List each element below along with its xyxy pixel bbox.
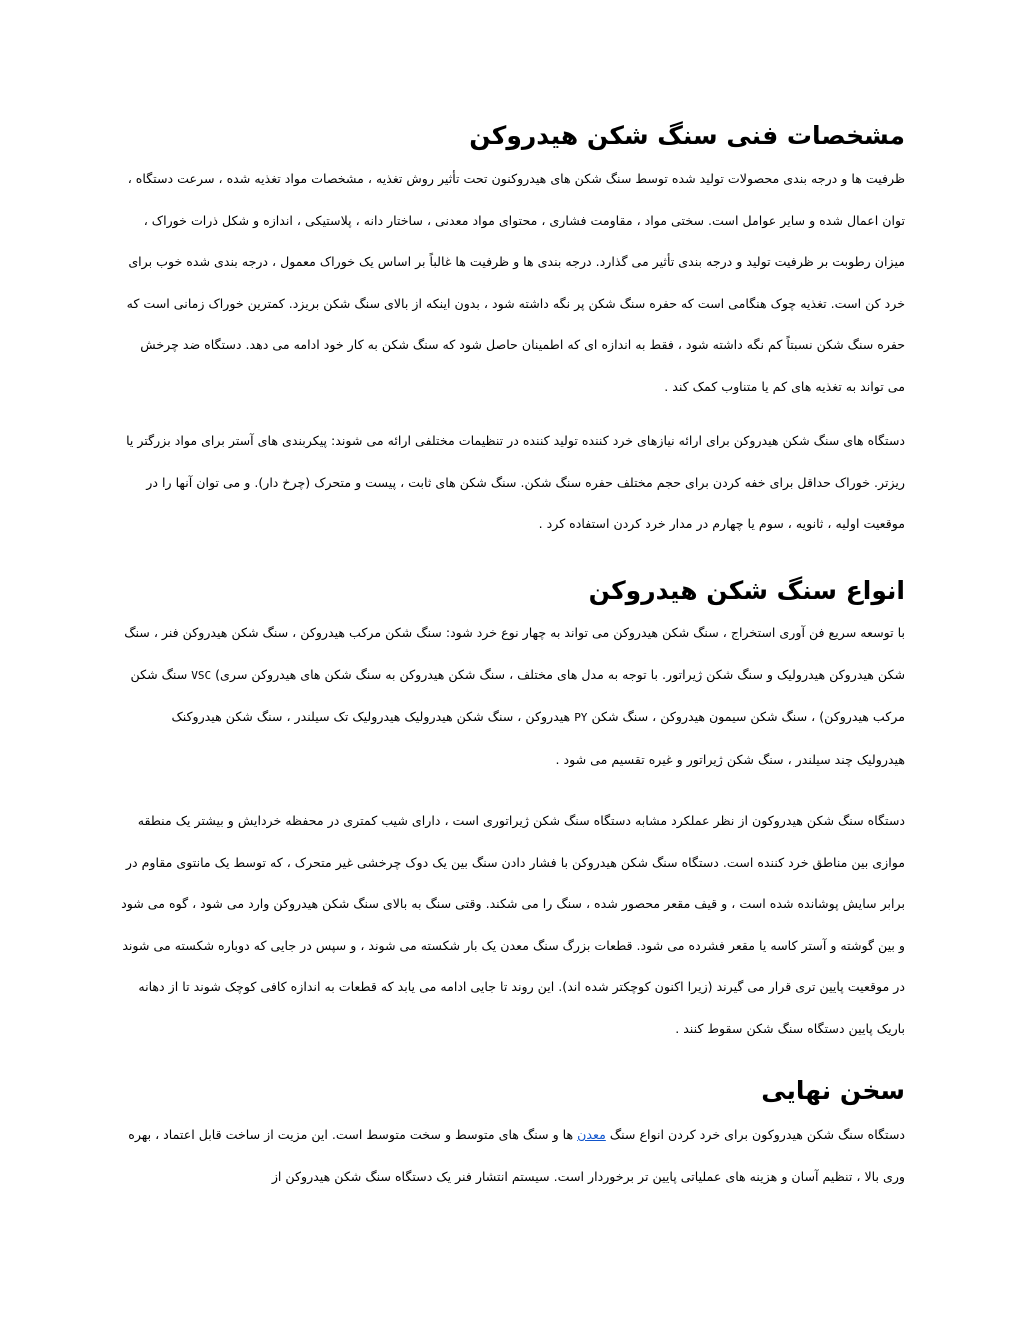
conclusion-paragraph — [120, 1114, 905, 1197]
conclusion-text-before-link: دستگاه سنگ شکن هیدروکون برای خرد کردن انواع سنگ — [605, 1127, 905, 1142]
section-heading-conclusion: سخن نهایی — [761, 1076, 905, 1105]
types-text-part-2: سنگ شکن مرکب هیدروکن) ، سنگ شکن سیمون هیدروکن ، سنگ شکن — [130, 666, 905, 725]
mine-link[interactable]: معدن — [577, 1127, 606, 1142]
types-text-part-3: هیدروکن ، سنگ شکن هیدرولیک هیدرولیک تک سیلندر ، سنگ شکن هیدروکنک هیدرولیک چند سیلندر ، سنگ شکن ژیراتور و غیره تقسیم می شود . — [171, 709, 905, 767]
specs-paragraph-2: دستگاه های سنگ شکن هیدروکن برای ارائه نیازهای خرد کننده تولید کننده در تنظیمات مختلفی ارائه می شوند: پیکربندی های آستر برای مواد بزرگتر یا ریزتر. خوراک حداقل برای خفه کردن برای حجم مختلف حفره سنگ شکن. سنگ شکن های ثابت ، پیست و متحرک (چرخ دار). و می توان آنها را در موقعیت اولیه ، ثانویه ، سوم یا چهارم در مدار خرد کردن استفاده کرد . — [126, 433, 905, 532]
document-page — [120, 0, 905, 1325]
section-heading-specs: مشخصات فنی سنگ شکن هیدروکن — [469, 121, 905, 150]
types-text-part-1: با توسعه سریع فن آوری استخراج ، سنگ شکن هیدروکن می تواند به چهار نوع خرد شود: سنگ شکن مرکب هیدروکن ، سنگ شکن هیدروکن فنر ، سنگ شکن هیدروکن هیدرولیک و سنگ شکن ژیراتور. با توجه به مدل های مختلف ، سنگ شکن هیدروکن به سنگ شکن های هیدروکن سری) — [124, 625, 905, 682]
specs-paragraph-1: ظرفیت ها و درجه بندی محصولات تولید شده توسط سنگ شکن های هیدروکنون تحت تأثیر روش تغذیه ، مشخصات مواد تغذیه شده ، سرعت دستگاه ، توان اعمال شده و سایر عوامل است. سختی مواد ، مقاومت فشاری ، محتوای مواد معدنی ، ساختار دانه ، پلاستیکی ، اندازه و شکل ذرات خوراک ، میزان رطوبت بر ظرفیت تولید و درجه بندی تأثیر می گذارد. درجه بندی ها و ظرفیت ها غالباً بر اساس یک خوراک معمول ، درجه بندی شده خوب برای خرد کن است. تغذیه چوک هنگامی است که حفره سنگ شکن پر نگه داشته شود ، بدون اینکه از بالای سنگ شکن بریزد. کمترین خوراک زمانی است که حفره سنگ شکن نسبتاً کم نگه داشته شود ، فقط به اندازه ای که اطمینان حاصل شود که سنگ شکن به کار خود ادامه می دهد. دستگاه ضد چرخش می تواند به تغذیه های کم یا متناوب کمک کند . — [126, 171, 905, 394]
model-code-vsc: VSC — [191, 668, 212, 682]
section-heading-types: انواع سنگ شکن هیدروکن — [588, 576, 905, 605]
conclusion-text-after-link: ها و سنگ های متوسط و سخت متوسط است. این مزیت از ساخت قابل اعتماد ، بهره وری بالا ، تنظیم آسان و هزینه های عملیاتی پایین تر برخوردار است. سیستم انتشار فنر یک دستگاه سنگ شکن هیدروکن از — [128, 1127, 905, 1184]
model-code-py: PY — [574, 711, 588, 725]
types-paragraph-1 — [120, 612, 905, 780]
types-paragraph-2: دستگاه سنگ شکن هیدروکون از نظر عملکرد مشابه دستگاه سنگ شکن ژیراتوری است ، دارای شیب کمتری در محفظه خردایش و بیشتر یک منطقه موازی بین مناطق خرد کننده است. دستگاه سنگ شکن هیدروکن با فشار دادن سنگ بین یک دوک چرخشی غیر متحرک ، که توسط یک مانتوی مقاوم در برابر سایش پوشانده شده است ، و قیف مقعر محصور شده ، سنگ را می شکند. وقتی سنگ به بالای سنگ شکن هیدروکن وارد می شود ، گوه می شود و بین گوشته و آستر کاسه یا مقعر فشرده می شود. قطعات بزرگ سنگ معدن یک بار شکسته می شوند ، و سپس در جایی که دوباره شکسته می شوند در موقعیت پایین تری قرار می گیرند (زیرا اکنون کوچکتر شده اند). این روند تا جایی ادامه می یابد که قطعات به اندازه کافی کوچک شوند تا از دهانه باریک پایین دستگاه سنگ شکن سقوط کنند . — [121, 813, 905, 1036]
